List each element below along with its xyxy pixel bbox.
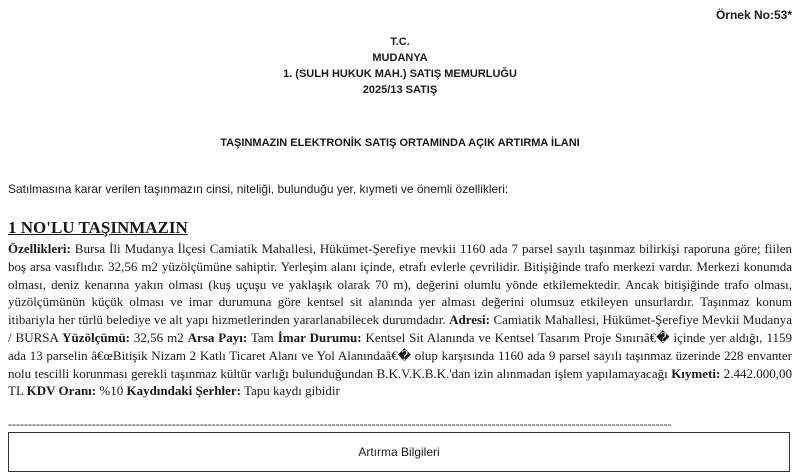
vat-label: KDV Oranı: [26, 383, 97, 399]
header-line-office: 1. (SULH HUKUK MAH.) SATIŞ MEMURLUĞU [283, 68, 517, 80]
auction-info-box [8, 432, 790, 472]
encumbrance-text: Tapu kaydı gibidir [240, 383, 340, 399]
vat-text: %10 [96, 383, 127, 399]
property-details [8, 240, 792, 400]
encumbrance-label: Kaydındaki Şerhler: [126, 383, 241, 399]
intro-text: Satılmasına karar verilen taşınmazın cinsi, niteliği, bulunduğu yer, kıymeti ve önemli özellikleri: [8, 182, 509, 196]
separator-line: ---------------------------------------------------------------------------------------------------------------------------------------------------------------------- [8, 417, 672, 431]
share-label: Arsa Payı: [187, 329, 248, 345]
address-label: Adresi: [449, 312, 491, 328]
announcement-title: TAŞINMAZIN ELEKTRONİK SATIŞ ORTAMINDA AÇIK ARTIRMA İLANI [220, 137, 580, 149]
features-text: Bursa İli Mudanya İlçesi Camiatik Mahallesi, Hükümet-Şerefiye mevkii 1160 ada 7 parsel sayılı taşınmaz bilirkişi raporuna göre; fiilen boş arsa vasıflıdır. 32,56 m2 yüzölçümüne sahiptir. Yerleşim alanı içinde, etrafı evlerle çevrilidir. Bitişiğinde trafo merkezi vardır. Merkezi konumda olması, deniz kenarına yakın olması (kuş uçuşu ve yaklaşık olarak 70 m), değerini olumlu yönde etkilemektedir. Ancak bitişiğinde trafo olması, yüzölçümünün küçük olması ve imar durumuna göre kentsel sit alanında yer alması değerini olumsuz etkileyen unsurlardır. Taşınmaz konum itibariyla her türlü belediye ve alt yapı hizmetlerinden yararlanabilecek durumdadır. [8, 241, 792, 328]
property-section [8, 218, 792, 400]
header-line-file-no: 2025/13 SATIŞ [362, 84, 438, 96]
section-title: 1 NO'LU TAŞINMAZIN [8, 218, 188, 237]
zoning-label: İmar Durumu: [277, 329, 362, 345]
document-header [0, 34, 800, 98]
area-text: 32,56 m2 [130, 329, 188, 345]
header-line-district: MUDANYA [372, 52, 428, 64]
area-label: Yüzölçümü: [62, 329, 130, 345]
address-text: Camiatik Mahallesi, Hükümet-Şerefiye Mevkii Mudanya / BURSA [8, 312, 792, 345]
features-label: Özellikleri: [8, 241, 71, 256]
share-text: Tam [247, 329, 278, 345]
sample-number: Örnek No:53* [715, 8, 792, 22]
auction-info-title: Artırma Bilgileri [358, 445, 440, 459]
header-line-tc: T.C. [390, 36, 410, 48]
value-text: 2.442.000,00 TL [8, 365, 793, 399]
value-label: Kıymeti: [671, 365, 721, 381]
zoning-text: Kentsel Sit Alanında ve Kentsel Tasarım Proje Sınırıâ€� içinde yer aldığı, 1159 ada 13 parselin â€œBitişik Nizam 2 Katlı Ticaret Alanı ve Yol Alanındaâ€� olup karşısında 1160 ada 9 parsel sayılı taşınmaz üzerinde 228 envanter nolu tescilli korunması gerekli taşınmaz kültür varlığı bulunduğundan B.K.V.K.B.K.'dan izin alınmadan işlem yapılamayacağı [8, 329, 792, 381]
